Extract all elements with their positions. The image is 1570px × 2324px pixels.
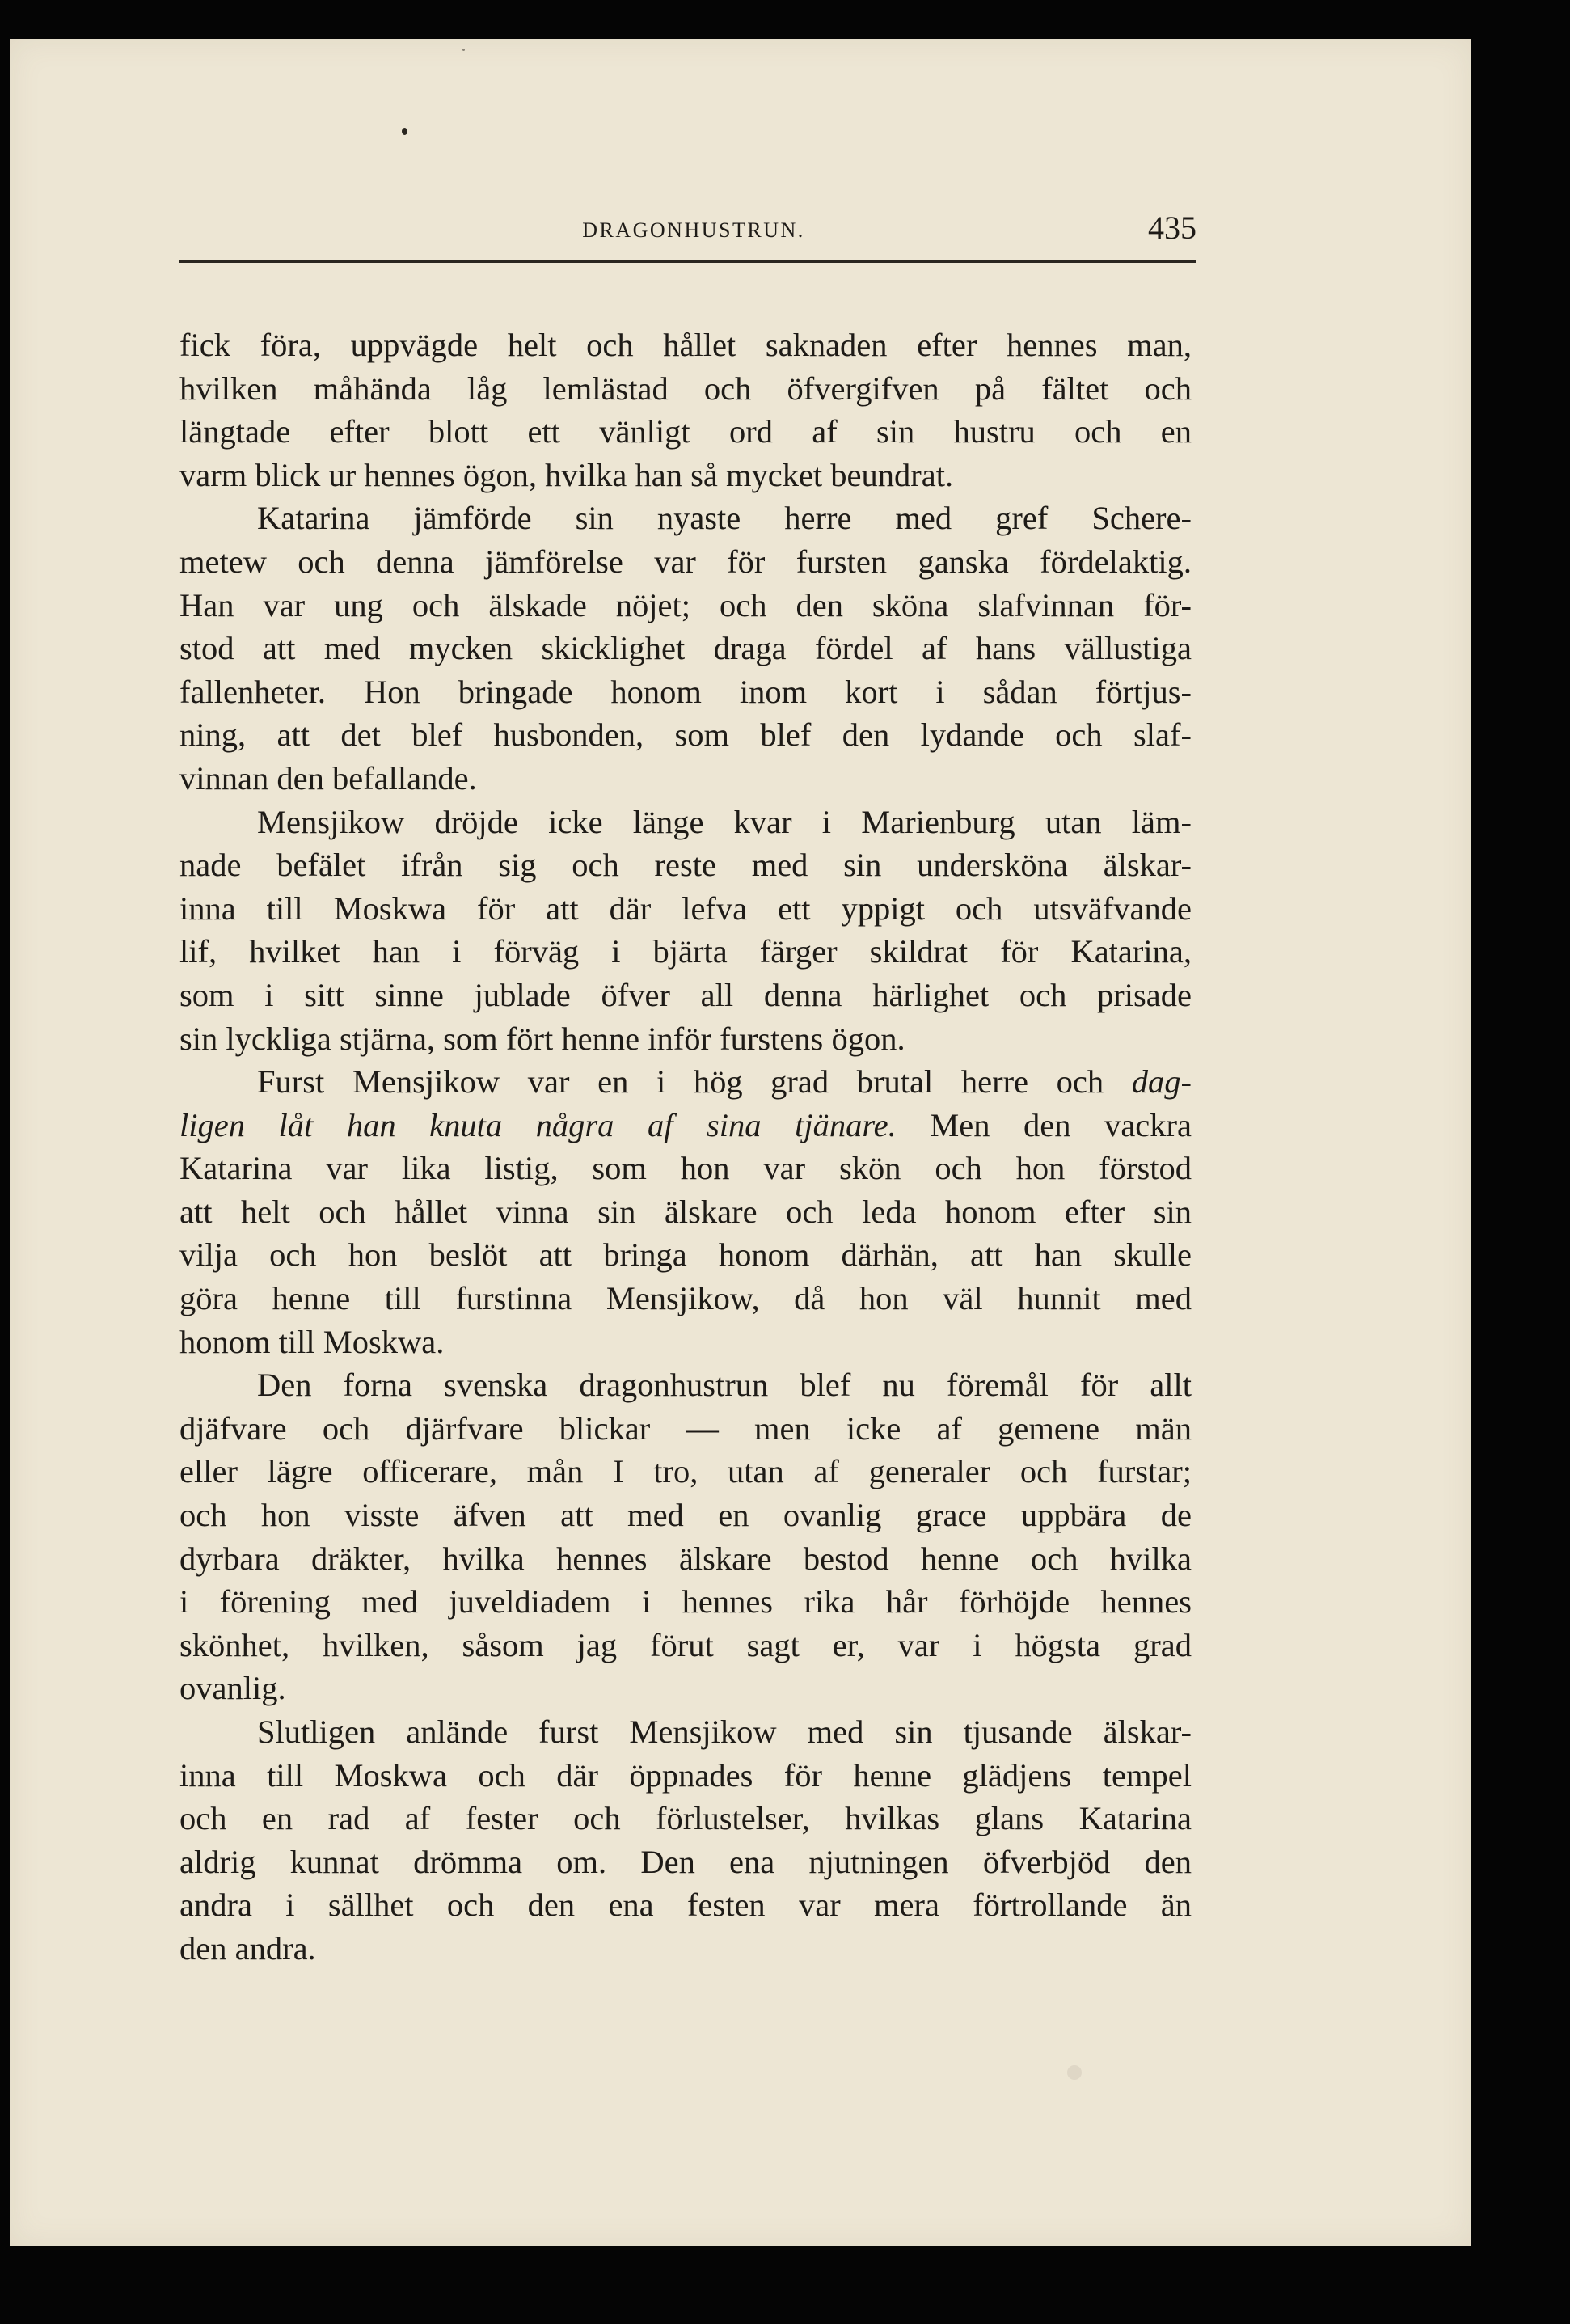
text-line: sin lyckliga stjärna, som fört henne inför furstens ögon. bbox=[179, 1020, 905, 1057]
text-line bbox=[179, 1104, 1192, 1147]
italic-segment: ligen låt han knuta några af sina tjänare. bbox=[179, 1106, 897, 1143]
text-line: Han var ung och älskade nöjet; och den sköna slafvinnan för- bbox=[179, 586, 1192, 623]
page-header bbox=[179, 204, 1196, 263]
text-line bbox=[179, 1060, 1192, 1104]
text-line: hvilken måhända låg lemlästad och öfvergifven på fältet och bbox=[179, 370, 1192, 407]
text-line: Slutligen anlände furst Mensjikow med sin tjusande älskar- bbox=[257, 1713, 1192, 1750]
text-line: inna till Moskwa och där öppnades för henne glädjens tempel bbox=[179, 1756, 1192, 1794]
text-line: stod att med mycken skicklighet draga fördel af hans vällustiga bbox=[179, 630, 1192, 667]
text-line: nade befälet ifrån sig och reste med sin undersköna älskar- bbox=[179, 847, 1192, 884]
text-line: ning, att det blef husbonden, som blef den lydande och slaf- bbox=[179, 716, 1192, 754]
text-segment: Furst Mensjikow var en i hög grad brutal herre och bbox=[257, 1063, 1132, 1101]
text-line: som i sitt sinne jublade öfver all denna härlighet och prisade bbox=[179, 976, 1192, 1013]
text-line: och en rad af fester och förlustelser, hvilkas glans Katarina bbox=[179, 1800, 1192, 1837]
text-line: metew och denna jämförelse var för fursten ganska fördelaktig. bbox=[179, 543, 1192, 580]
text-line: och hon visste äfven att med en ovanlig grace uppbära de bbox=[179, 1497, 1192, 1534]
text-line: Katarina var lika listig, som hon var skön och hon förstod bbox=[179, 1150, 1192, 1187]
text-line: vinnan den befallande. bbox=[179, 759, 477, 796]
text-line: längtade efter blott ett vänligt ord af sin hustru och en bbox=[179, 413, 1192, 450]
text-line: Mensjikow dröjde icke länge kvar i Marienburg utan läm- bbox=[257, 803, 1192, 840]
text-line: fick föra, uppvägde helt och hållet saknaden efter hennes man, bbox=[179, 327, 1192, 363]
text-line: i förening med juveldiadem i hennes rika hår förhöjde hennes bbox=[179, 1583, 1192, 1620]
text-line: att helt och hållet vinna sin älskare och leda honom efter sin bbox=[179, 1193, 1192, 1230]
text-line: djäfvare och djärfvare blickar — men icke af gemene män bbox=[179, 1409, 1192, 1447]
ink-dot bbox=[402, 128, 407, 135]
text-line: varm blick ur hennes ögon, hvilka han så mycket beundrat. bbox=[179, 456, 954, 493]
text-line: eller lägre officerare, mån I tro, utan af generaler och furstar; bbox=[179, 1453, 1192, 1490]
paper-stain bbox=[1067, 2065, 1082, 2080]
text-line: andra i sällhet och den ena festen var mera förtrollande än bbox=[179, 1887, 1192, 1924]
text-line: Den forna svenska dragonhustrun blef nu föremål för allt bbox=[257, 1367, 1192, 1404]
text-line: dyrbara dräkter, hvilka hennes älskare bestod henne och hvilka bbox=[179, 1540, 1192, 1577]
text-line: aldrig kunnat drömma om. Den ena njutningen öfverbjöd den bbox=[179, 1843, 1192, 1880]
text-line: ovanlig. bbox=[179, 1670, 286, 1707]
text-line: honom till Moskwa. bbox=[179, 1323, 445, 1360]
body-text bbox=[179, 323, 1192, 1971]
paper-speck bbox=[462, 49, 465, 51]
text-line: lif, hvilket han i förväg i bjärta färger skildrat för Katarina, bbox=[179, 933, 1192, 970]
text-line: vilja och hon beslöt att bringa honom därhän, att han skulle bbox=[179, 1236, 1192, 1274]
text-line: den andra. bbox=[179, 1929, 316, 1967]
text-line: fallenheter. Hon bringade honom inom kort i sådan förtjus- bbox=[179, 673, 1192, 710]
running-title: DRAGONHUSTRUN. bbox=[582, 218, 805, 242]
text-line: göra henne till furstinna Mensjikow, då hon väl hunnit med bbox=[179, 1280, 1192, 1317]
text-line: Katarina jämförde sin nyaste herre med gref Schere- bbox=[257, 500, 1192, 537]
text-line: skönhet, hvilken, såsom jag förut sagt er, var i högsta grad bbox=[179, 1626, 1192, 1663]
text-segment: Men den vackra bbox=[896, 1106, 1192, 1143]
page-number: 435 bbox=[1148, 209, 1196, 246]
text-line: inna till Moskwa för att där lefva ett yppigt och utsväfvande bbox=[179, 889, 1192, 927]
italic-segment: dag- bbox=[1131, 1063, 1192, 1101]
